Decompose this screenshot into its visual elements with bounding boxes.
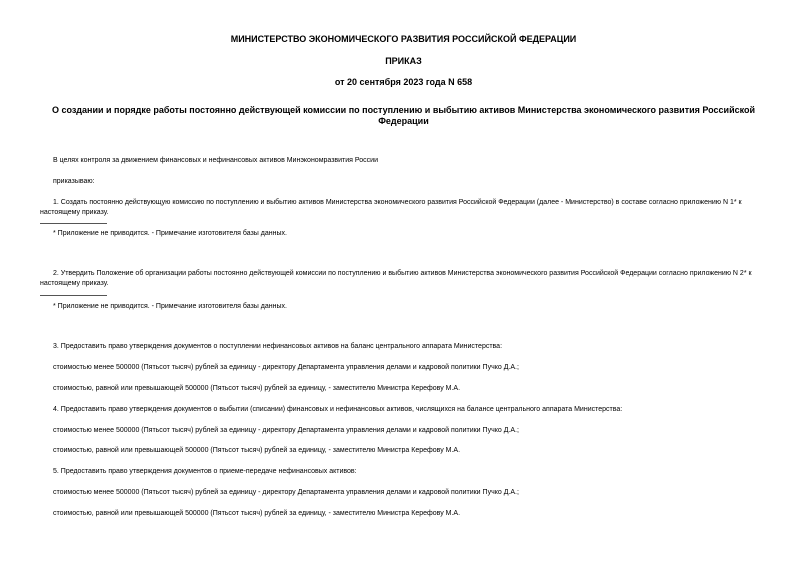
item-5: 5. Предоставить право утверждения документов о приеме-передаче нефинансовых активов: [53, 468, 357, 475]
ministry-heading: МИНИСТЕРСТВО ЭКОНОМИЧЕСКОГО РАЗВИТИЯ РОССИЙСКОЙ ФЕДЕРАЦИИ [230, 34, 577, 44]
item-3-option-b: стоимостью, равной или превышающей 500000 (Пятьсот тысяч) рублей за единицу, - заместителю Министра Керефову М.А. [53, 385, 461, 392]
item-4-option-a: стоимостью менее 500000 (Пятьсот тысяч) рублей за единицу - директору Департамента управления делами и кадровой политики Пучко Д.А.; [53, 427, 519, 434]
item-3-option-a: стоимостью менее 500000 (Пятьсот тысяч) рублей за единицу - директору Департамента управления делами и кадровой политики Пучко Д.А.; [53, 364, 519, 371]
document-date: от 20 сентября 2023 года N 658 [334, 77, 473, 87]
footnote-divider-1 [40, 223, 107, 224]
item-4: 4. Предоставить право утверждения документов о выбытии (списании) финансовых и нефинансовых активов, числящихся на балансе центрального аппарата Министерства: [53, 406, 623, 413]
item-3: 3. Предоставить право утверждения документов о поступлении нефинансовых активов на баланс центрального аппарата Министерства: [53, 343, 503, 350]
item-5-option-b: стоимостью, равной или превышающей 500000 (Пятьсот тысяч) рублей за единицу, - заместителю Министра Керефову М.А. [53, 510, 461, 517]
footnote-1: * Приложение не приводится. - Примечание изготовителя базы данных. [53, 230, 287, 237]
footnote-divider-2 [40, 295, 107, 296]
item-2: 2. Утвердить Положение об организации работы постоянно действующей комиссии по поступлению и выбытию активов Министерства экономического развития Российской Федерации согласно приложению N 2* к настоящему приказу. [40, 270, 752, 287]
item-1: 1. Создать постоянно действующую комиссию по поступлению и выбытию активов Министерства экономического развития Российской Федерации (далее - Министерство) в составе согласно приложению N 1* к настоящему приказу. [40, 199, 742, 216]
document-title: О создании и порядке работы постоянно действующей комиссии по поступлению и выбытию активов Министерства экономического развития Российской Федерации [51, 105, 756, 126]
footnote-2: * Приложение не приводится. - Примечание изготовителя базы данных. [53, 303, 287, 310]
item-5-option-a: стоимостью менее 500000 (Пятьсот тысяч) рублей за единицу - директору Департамента управления делами и кадровой политики Пучко Д.А.; [53, 489, 519, 496]
order-word: приказываю: [53, 178, 95, 185]
intro-paragraph: В целях контроля за движением финансовых и нефинансовых активов Минэкономразвития России [53, 157, 378, 164]
item-4-option-b: стоимостью, равной или превышающей 500000 (Пятьсот тысяч) рублей за единицу, - заместителю Министра Керефову М.А. [53, 447, 461, 454]
document-type: ПРИКАЗ [385, 56, 422, 66]
